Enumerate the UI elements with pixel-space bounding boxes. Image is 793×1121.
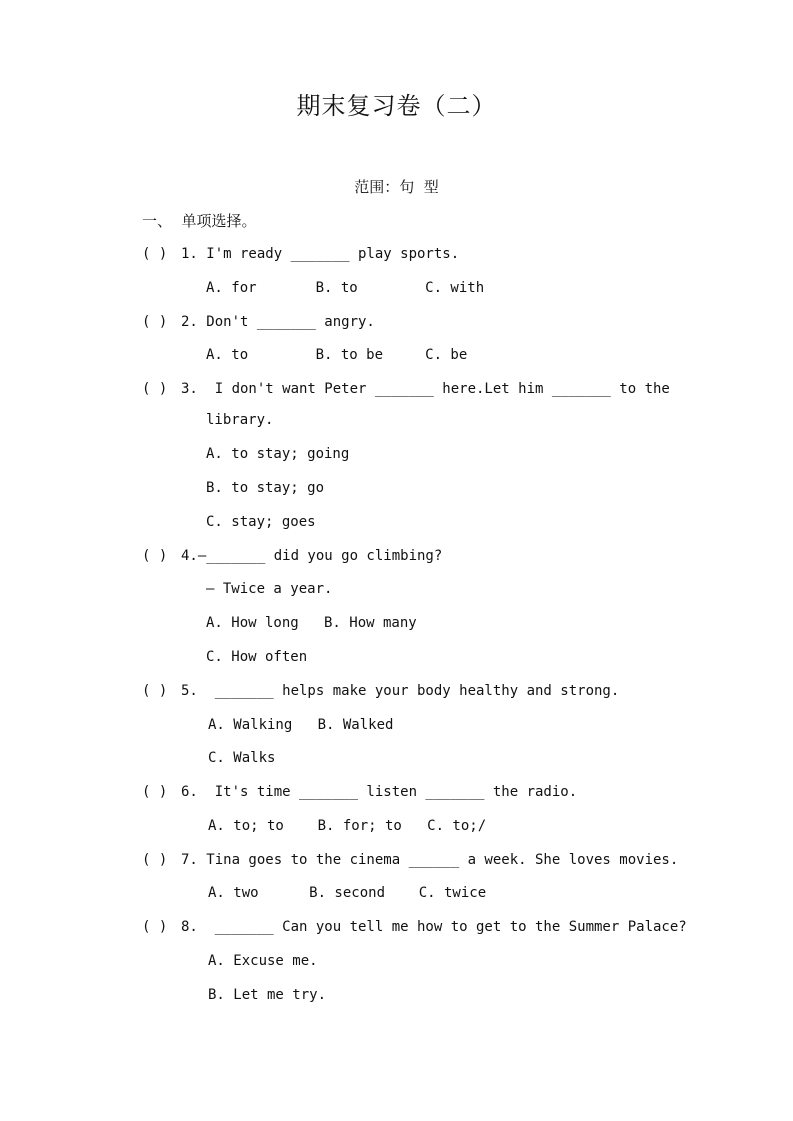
question-option: B. to stay; go (206, 480, 325, 496)
answer-blank-parens: ( ) (142, 246, 168, 262)
question-option: B. Let me try. (208, 987, 327, 1003)
question-stem: 2. Don't _______ angry. (181, 314, 375, 330)
answer-blank-parens: ( ) (142, 381, 168, 397)
question-stem: 3. I don't want Peter _______ here.Let him _______ to the (181, 381, 670, 397)
question-stem: 7. Tina goes to the cinema ______ a week. She loves movies. (181, 852, 679, 868)
page-title: 期末复习卷（二） (296, 92, 497, 120)
question-options: A. to B. to be C. be (206, 347, 468, 363)
question-options: A. for B. to C. with (206, 280, 485, 296)
question-stem: 5. _______ helps make your body healthy and strong. (181, 683, 620, 699)
question-option: A. Walking B. Walked (208, 717, 394, 733)
question-options: A. two B. second C. twice (208, 885, 487, 901)
question-stem-continuation: library. (206, 412, 274, 428)
question-option: A. to stay; going (206, 446, 350, 462)
question-stem: 1. I'm ready _______ play sports. (181, 246, 460, 262)
answer-blank-parens: ( ) (142, 784, 168, 800)
question-stem: 4.—_______ did you go climbing? (181, 548, 443, 564)
answer-blank-parens: ( ) (142, 919, 168, 935)
question-option: A. Excuse me. (208, 953, 318, 969)
question-stem: 6. It's time _______ listen _______ the radio. (181, 784, 578, 800)
answer-blank-parens: ( ) (142, 314, 168, 330)
question-option: C. How often (206, 649, 308, 665)
answer-blank-parens: ( ) (142, 683, 168, 699)
question-option: A. How long B. How many (206, 615, 417, 631)
scope-line: 范围：句 型 (354, 178, 439, 196)
answer-blank-parens: ( ) (142, 852, 168, 868)
question-options: A. to; to B. for; to C. to;/ (208, 818, 487, 834)
section-heading: 一、 单项选择。 (142, 212, 257, 230)
question-stem-continuation: — Twice a year. (206, 581, 333, 597)
question-option: C. Walks (208, 750, 276, 766)
question-option: C. stay; goes (206, 514, 316, 530)
question-stem: 8. _______ Can you tell me how to get to the Summer Palace? (181, 919, 687, 935)
answer-blank-parens: ( ) (142, 548, 168, 564)
